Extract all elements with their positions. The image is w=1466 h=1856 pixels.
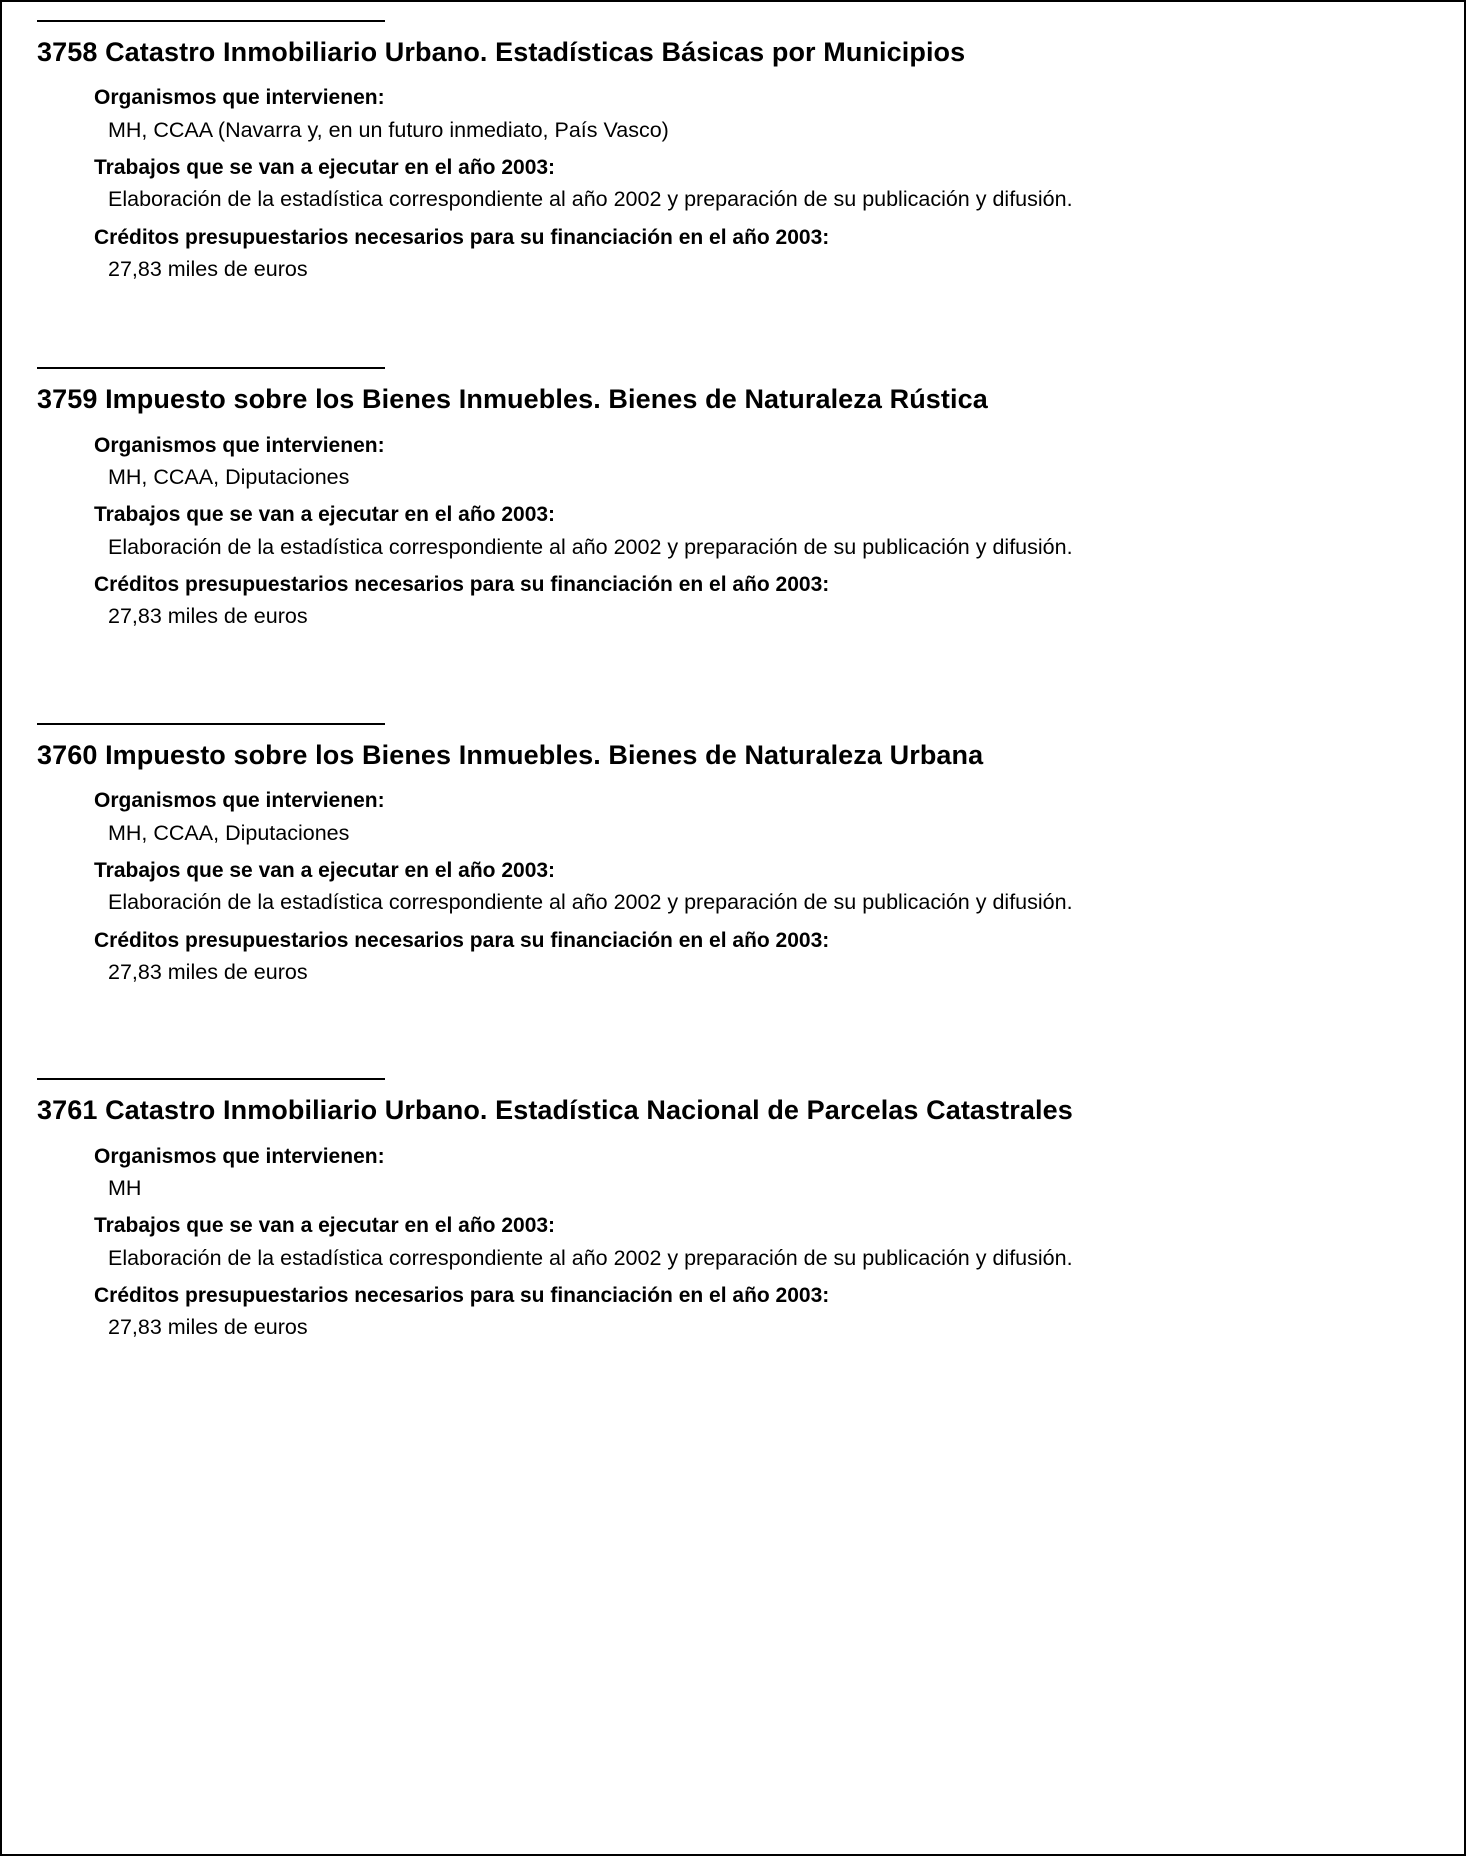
trabajos-value: Elaboración de la estadística correspondiente al año 2002 y preparación de su publicación y difusión. xyxy=(108,890,1073,915)
trabajos-value: Elaboración de la estadística correspondiente al año 2002 y preparación de su publicación y difusión. xyxy=(108,1245,1073,1270)
organismos-value: MH, CCAA (Navarra y, en un futuro inmediato, País Vasco) xyxy=(108,117,669,142)
entry-divider-rule xyxy=(37,723,385,725)
creditos-label: Créditos presupuestarios necesarios para su financiación en el año 2003: xyxy=(94,573,830,597)
entry-divider-rule xyxy=(37,1078,385,1080)
creditos-value: 27,83 miles de euros xyxy=(108,257,308,282)
organismos-label: Organismos que intervienen: xyxy=(94,789,385,813)
creditos-label: Créditos presupuestarios necesarios para su financiación en el año 2003: xyxy=(94,928,830,952)
organismos-value: MH, CCAA, Diputaciones xyxy=(108,465,350,490)
creditos-value: 27,83 miles de euros xyxy=(108,604,308,629)
trabajos-label: Trabajos que se van a ejecutar en el año 2003: xyxy=(94,858,556,882)
trabajos-label: Trabajos que se van a ejecutar en el año 2003: xyxy=(94,1214,556,1238)
entry-body xyxy=(94,84,1420,283)
entry-title: 3758 Catastro Inmobiliario Urbano. Estadísticas Básicas por Municipios xyxy=(37,37,966,67)
entry-title: 3761 Catastro Inmobiliario Urbano. Estadística Nacional de Parcelas Catastrales xyxy=(37,1095,1073,1126)
trabajos-label: Trabajos que se van a ejecutar en el año 2003: xyxy=(94,503,556,527)
trabajos-value: Elaboración de la estadística correspondiente al año 2002 y preparación de su publicación y difusión. xyxy=(108,534,1073,559)
entry-title: 3760 Impuesto sobre los Bienes Inmuebles. Bienes de Naturaleza Urbana xyxy=(37,739,984,770)
document-content xyxy=(24,20,1442,1342)
statistical-operation-entry xyxy=(32,20,1420,283)
statistical-operation-entry xyxy=(32,1078,1420,1341)
creditos-value: 27,83 miles de euros xyxy=(108,1315,308,1340)
statistical-operation-entry xyxy=(32,723,1420,986)
creditos-label: Créditos presupuestarios necesarios para su financiación en el año 2003: xyxy=(94,225,830,249)
organismos-label: Organismos que intervienen: xyxy=(94,433,385,457)
organismos-value: MH, CCAA, Diputaciones xyxy=(108,820,350,845)
trabajos-label: Trabajos que se van a ejecutar en el año 2003: xyxy=(94,156,556,180)
entry-body xyxy=(94,432,1420,631)
organismos-label: Organismos que intervienen: xyxy=(94,86,385,110)
entry-spacer xyxy=(32,641,1420,723)
trabajos-value: Elaboración de la estadística correspondiente al año 2002 y preparación de su publicación y difusión. xyxy=(108,187,1073,212)
creditos-value: 27,83 miles de euros xyxy=(108,959,308,984)
organismos-label: Organismos que intervienen: xyxy=(94,1144,385,1168)
entry-body xyxy=(94,1143,1420,1342)
entry-divider-rule xyxy=(37,20,385,22)
entry-spacer xyxy=(32,293,1420,367)
entry-spacer xyxy=(32,996,1420,1078)
creditos-label: Créditos presupuestarios necesarios para su financiación en el año 2003: xyxy=(94,1283,830,1307)
organismos-value: MH xyxy=(108,1175,142,1200)
entry-body xyxy=(94,787,1420,986)
entry-divider-rule xyxy=(37,367,385,369)
entry-title: 3759 Impuesto sobre los Bienes Inmuebles. Bienes de Naturaleza Rústica xyxy=(37,384,988,415)
statistical-operation-entry xyxy=(32,367,1420,630)
